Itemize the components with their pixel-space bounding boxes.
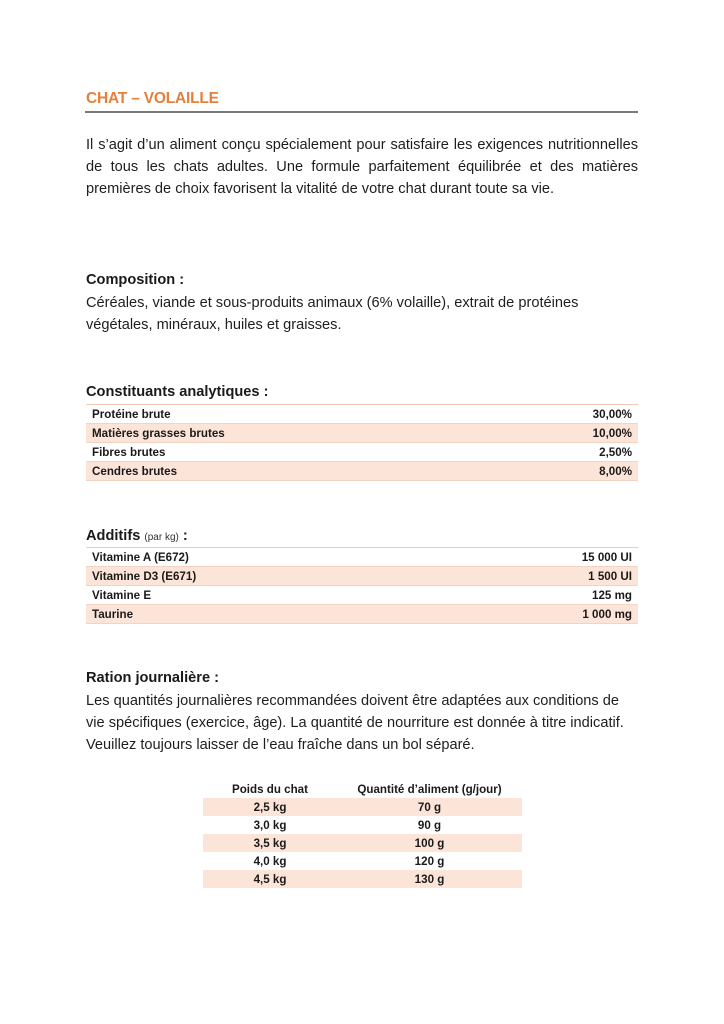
constituant-label: Cendres brutes: [86, 462, 494, 481]
ration-quantity: 120 g: [414, 854, 445, 868]
ration-quantity: 70 g: [337, 798, 522, 816]
title-divider: [85, 111, 638, 113]
additif-label: Taurine: [86, 605, 445, 624]
table-row: [203, 834, 522, 852]
additif-value: 1 000 mg: [445, 605, 638, 624]
additifs-heading-suffix: :: [178, 528, 188, 544]
table-row: [203, 798, 522, 816]
column-header-quantity: Quantité d’aliment (g/jour): [357, 782, 502, 796]
table-row: [203, 852, 522, 870]
table-row: [203, 816, 522, 834]
constituant-value: 30,00%: [494, 405, 639, 424]
intro-paragraph: Il s’agit d’un aliment conçu spécialement pour satisfaire les exigences nutritionnelles de tous les chats adultes. Une formule parfaitement équilibrée et des matières premières de choix favorisent la vitalité de votre chat durant toute sa vie.: [86, 137, 638, 198]
constituants-table: [86, 404, 638, 481]
ration-quantity: 90 g: [417, 818, 442, 832]
constituants-heading: Constituants analytiques :: [86, 384, 269, 400]
table-row: [86, 405, 638, 424]
ration-heading: Ration journalière :: [86, 670, 219, 686]
table-row: [86, 548, 638, 567]
constituant-label: Protéine brute: [86, 405, 494, 424]
ration-weight: 4,0 kg: [253, 854, 287, 868]
composition-text: Céréales, viande et sous-produits animaux (6% volaille), extrait de protéines végétales, minéraux, huiles et graisses.: [86, 295, 579, 334]
constituant-label: Matières grasses brutes: [86, 424, 494, 443]
constituant-value: 10,00%: [494, 424, 639, 443]
additif-label: Vitamine E: [86, 586, 445, 605]
ration-weight: 2,5 kg: [203, 798, 337, 816]
table-header-row: [203, 780, 522, 798]
table-row: [86, 424, 638, 443]
composition-heading: Composition :: [86, 272, 185, 288]
column-header-weight: Poids du chat: [231, 782, 308, 796]
table-row: [86, 605, 638, 624]
constituant-label: Fibres brutes: [86, 443, 494, 462]
additifs-table: [86, 547, 638, 624]
additif-label: Vitamine D3 (E671): [86, 567, 445, 586]
ration-weight: 3,5 kg: [203, 834, 337, 852]
additifs-heading-label: Additifs: [86, 528, 141, 544]
additifs-heading: [86, 528, 188, 544]
table-row: [86, 567, 638, 586]
ration-weight: 3,0 kg: [253, 818, 287, 832]
table-row: [86, 586, 638, 605]
table-row: [86, 443, 638, 462]
table-row: [86, 462, 638, 481]
ration-table: [203, 780, 522, 888]
ration-quantity: 100 g: [337, 834, 522, 852]
additif-value: 15 000 UI: [445, 548, 638, 567]
ration-quantity: 130 g: [337, 870, 522, 888]
constituant-value: 2,50%: [494, 443, 639, 462]
constituant-value: 8,00%: [494, 462, 639, 481]
ration-weight: 4,5 kg: [203, 870, 337, 888]
additif-value: 1 500 UI: [445, 567, 638, 586]
page-title: CHAT – VOLAILLE: [86, 90, 219, 107]
additifs-heading-note: (par kg): [144, 532, 179, 543]
additif-value: 125 mg: [445, 586, 638, 605]
ration-text: Les quantités journalières recommandées doivent être adaptées aux conditions de vie spécifiques (exercice, âge). La quantité de nourriture est donnée à titre indicatif. Veuillez toujours laisser de l’eau fraîche dans un bol séparé.: [86, 693, 624, 754]
table-row: [203, 870, 522, 888]
additif-label: Vitamine A (E672): [86, 548, 445, 567]
